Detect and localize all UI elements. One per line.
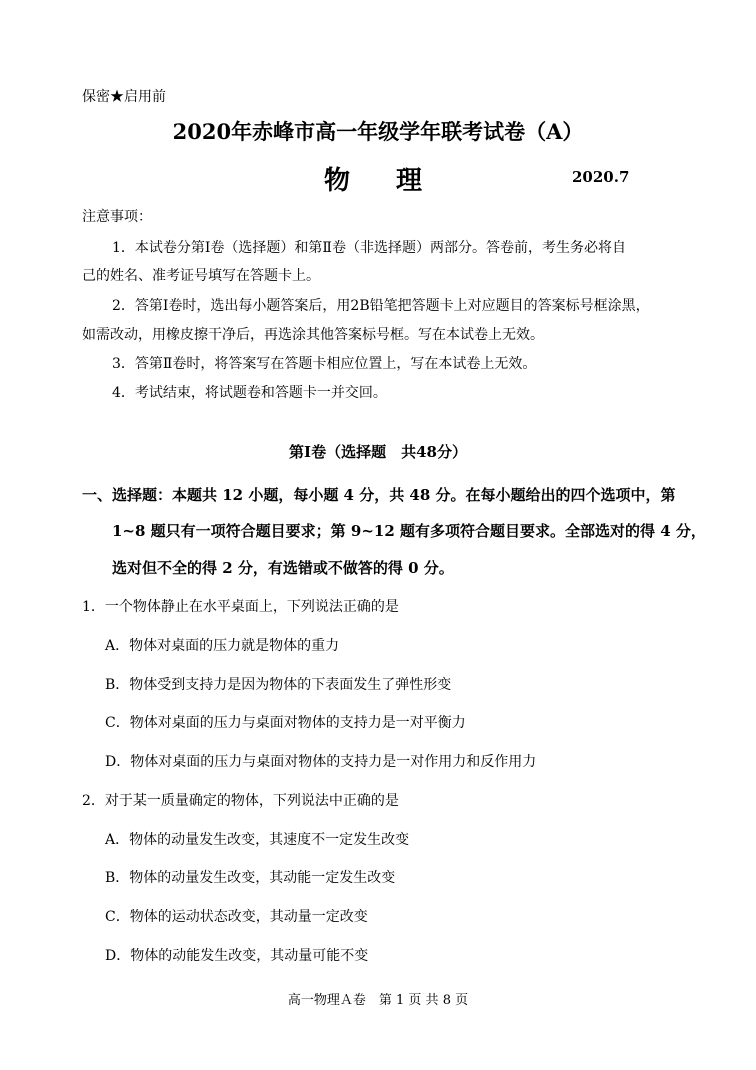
section-instructions-line: 1~8 题只有一项符合题目要求；第 9~12 题有多项符合题目要求。全部选对的得 4 分，	[112, 522, 706, 540]
subject-title: 物理	[324, 166, 469, 196]
question-option: C．物体对桌面的压力与桌面对物体的支持力是一对平衡力	[105, 715, 466, 731]
question-stem: 1．一个物体静止在水平桌面上，下列说法正确的是	[82, 599, 399, 615]
question-option: B．物体受到支持力是因为物体的下表面发生了弹性形变	[105, 677, 452, 693]
notice-line: 己的姓名、准考证号填写在答题卡上。	[82, 268, 320, 284]
question-option: C．物体的运动状态改变，其动量一定改变	[105, 909, 368, 925]
page-footer: 高一物理Ａ卷 第 1 页 共 8 页	[287, 993, 469, 1008]
question-stem: 2．对于某一质量确定的物体，下列说法中正确的是	[82, 793, 399, 809]
notice-line: 4．考试结束，将试题卷和答题卡一并交回。	[112, 385, 387, 401]
section-instructions-line: 选对但不全的得 2 分，有选错或不做答的得 0 分。	[112, 559, 454, 577]
notice-heading: 注意事项：	[82, 209, 152, 225]
notice-line: 如需改动，用橡皮擦干净后，再选涂其他答案标号框。写在本试卷上无效。	[82, 327, 544, 343]
confidential-label: 保密★启用前	[82, 89, 166, 105]
question-option: B．物体的动量发生改变，其动能一定发生改变	[105, 870, 396, 886]
question-option: D．物体的动能发生改变，其动量可能不变	[105, 948, 369, 964]
question-option: D．物体对桌面的压力与桌面对物体的支持力是一对作用力和反作用力	[105, 754, 537, 770]
notice-line: 1．本试卷分第Ⅰ卷（选择题）和第Ⅱ卷（非选择题）两部分。答卷前，考生务必将自	[112, 240, 626, 256]
exam-date: 2020.7	[572, 168, 630, 186]
notice-line: 2．答第Ⅰ卷时，选出每小题答案后，用2B铅笔把答题卡上对应题目的答案标号框涂黑，	[112, 298, 650, 314]
question-option: A．物体的动量发生改变，其速度不一定发生改变	[105, 832, 410, 848]
section-title: 第Ⅰ卷（选择题 共48分）	[289, 443, 467, 461]
notice-line: 3．答第Ⅱ卷时，将答案写在答题卡相应位置上，写在本试卷上无效。	[112, 356, 537, 372]
exam-title: 2020年赤峰市高一年级学年联考试卷（A）	[172, 119, 584, 144]
section-instructions-line: 一、选择题：本题共 12 小题，每小题 4 分，共 48 分。在每小题给出的四个选项中，第	[82, 486, 676, 504]
question-option: A．物体对桌面的压力就是物体的重力	[105, 638, 340, 654]
